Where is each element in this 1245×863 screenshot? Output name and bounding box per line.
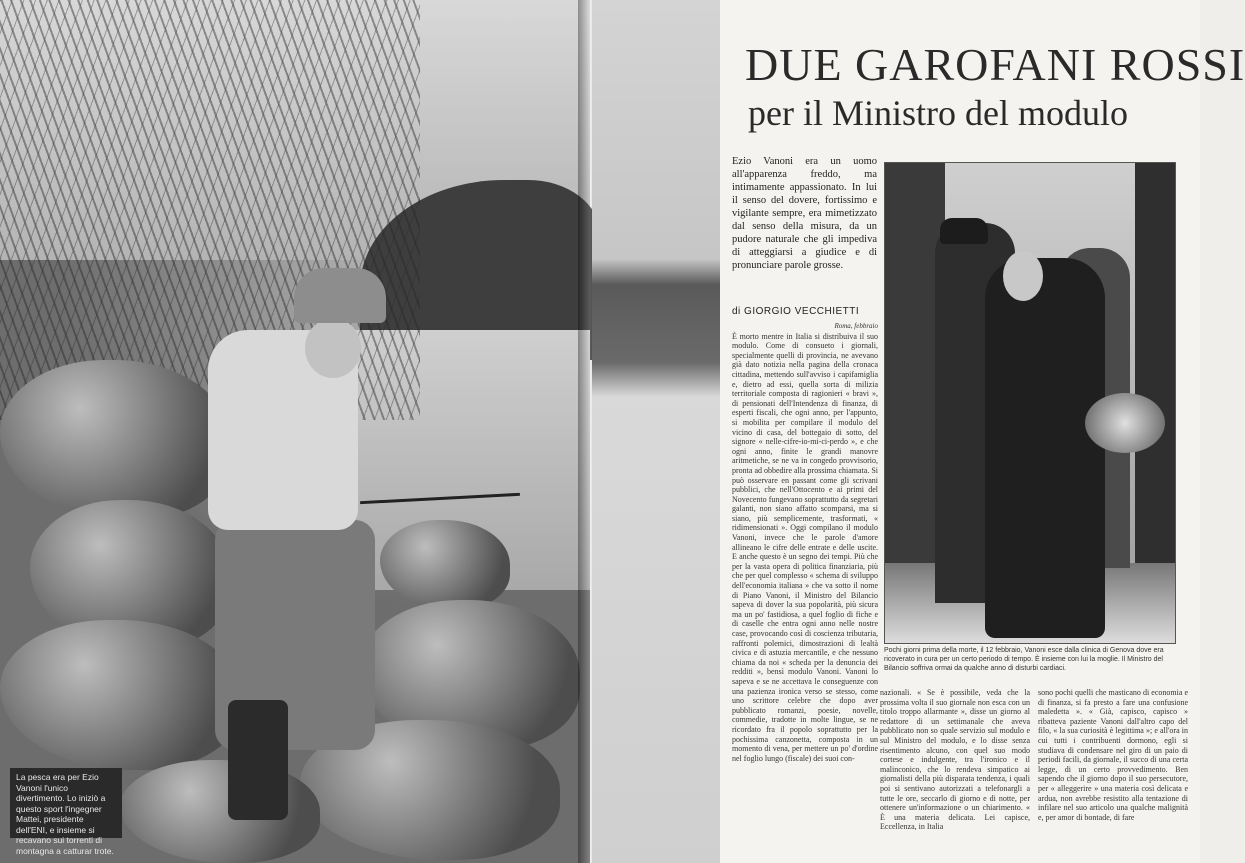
photo-rock <box>380 520 510 610</box>
fisherman-hat <box>294 268 386 323</box>
photo-caption-left: La pesca era per Ezio Vanoni l'unico divertimento. Lo iniziò a questo sport l'ingegner Mattei, presidente dell'ENI, e insieme si recavano sui torrenti di montagna a catturar trote. <box>10 768 122 838</box>
clinic-photo-caption: Pochi giorni prima della morte, il 12 febbraio, Vanoni esce dalla clinica di Genova dove era ricoverato in cura per un certo periodo di tempo. È insieme con lui la moglie. Il Ministro del Bilancio soffriva ormai da qualche anno di disturbi cardiaci. <box>884 647 1164 672</box>
article-column-1-text: È morto mentre in Italia si distribuiva il suo modulo. Come di consueto i giornali, specialmente quelli di provincia, ne avevano già dato notizia nella pagina della cronaca cittadina, mettendo sull'avviso i capifamiglia e, dietro ad essi, quella sorta di milizia territoriale composta di ragionieri « bravi », di pensionati dell'Intendenza di finanza, di esperti fiscali, che ogni anno, per l'appunto, si mobilita per compilare il modulo del vicino di casa, del bottegaio di sotto, del signore « nelle-cifre-io-mi-ci-perdo », e che ogni anno, finite le grandi manovre aritmetiche, se ne va in congedo provvisorio, pronta ad obbedire alla prossima chiamata. Si può osservare en passant come gli scrivani pubblici, che nell'Ottocento e ai primi del Novecento fungevano soprattutto da segretari galanti, non siano affatto scomparsi, ma si siano, più semplicemente, trasformati, « ridimensionati ». Oggi compilano il modulo Vanoni, invece che le parole d'amore allineano le cifre delle entrate e delle uscite. E anche questo è un segno dei tempi. Più che per la vasta opera di politica finanziaria, più che per quel complesso « schema di sviluppo dell'economia italiana » che va sotto il nome di Piano Vanoni, il Ministro del Bilancio sapeva di dover la sua popolarità, più sicura ma un po' fastidiosa, a quel foglio di fiche e di caselle che entra ogni anno nelle nostre case, provocando così di coscienza tributaria, raffronti polemici, dimostrazioni di lealtà civica e di astuzia mercantile, e che nessuno chiama da noi « scheda per la denuncia dei redditi », bensì modulo Vanoni. Vanoni lo sapeva e se ne accettava le conseguenze con una pazienza ironica verso se stesso, come uno scrittore celebre che dopo aver pubblicato romanzi, poesie, novelle, commedie, tradotte in molte lingue, se ne ricordato fra il popolo soprattutto per la pochissima canzonetta, composta in un momento di vena, per mettere un po' d'ordine nel foglio lungo (fiscale) dei suoi con- <box>732 331 878 763</box>
photo-rock <box>0 620 240 770</box>
article-intro: Ezio Vanoni era un uomo all'apparenza freddo, ma intimamente appassionato. In lui il senso del dovere, fortissimo e vigilante sempre, era mimetizzato dal senso della misura, da un pudore naturale che gli impediva di atteggiarsi a giudice e di pronunciare parole grosse. <box>732 156 877 271</box>
article-column-3: sono pochi quelli che masticano di economia e di finanza, si fa presto a fare una confusione maledetta ». « Già, capisco, capisco » ribatteva paziente Vanoni dall'altro capo del filo, « la sua curiosità è legittima »; e all'ora in cui tutti i contribuenti dormono, egli si studiava di condensare nel giro di un paio di periodi facili, da giornale, il succo di una certa legge, di un certo provvedimento. Ben sapendo che il giorno dopo il suo persecutore, per « alleggerire » una materia così delicata e ardua, non avrebbe resistito alla tentazione di infilare nel suo articolo una qualche malignità e, per amor di bontade, di fare <box>1038 688 1188 822</box>
photo-rock <box>120 760 320 863</box>
photo-rock <box>0 360 230 520</box>
photo-continuation <box>592 0 720 863</box>
article-dateline: Roma, febbraio <box>834 322 878 330</box>
article-headline: DUE GAROFANI ROSSI <box>745 39 1245 90</box>
article-column-2: nazionali. « Se è possibile, veda che la prossima volta il suo giornale non esca con un titolo troppo allarmante », disse un giorno al redattore di un settimanale che aveva pubblicato non so quale servizio sul modulo e sul Ministro del modulo, e lo disse senza risentimento alcuno, con quel suo modo cortese e indulgente, tra l'ironico e il malinconico, che lo rendeva simpatico ai giornalisti della più disparata tendenza, i quali poi si sentivano autorizzati a telefonargli a tutte le ore, seccarlo di giorno e di notte, per ottenere un'informazione o un chiarimento. « È una materia delicata. Lei capisce, Eccellenza, in Italia <box>880 688 1030 832</box>
article-byline: di GIORGIO VECCHIETTI <box>732 306 860 317</box>
clinic-photo <box>884 162 1176 644</box>
fishing-photo <box>0 0 590 863</box>
article-column-1 <box>732 322 878 862</box>
photo-woman-head <box>1003 251 1043 301</box>
photo-man-hat <box>940 218 988 244</box>
photo-flowers <box>1085 393 1165 453</box>
fisherman-boots <box>228 700 288 820</box>
photo-woman-coat <box>985 258 1105 638</box>
fisherman-head <box>305 318 361 378</box>
article-subhead: per il Ministro del modulo <box>748 93 1128 133</box>
